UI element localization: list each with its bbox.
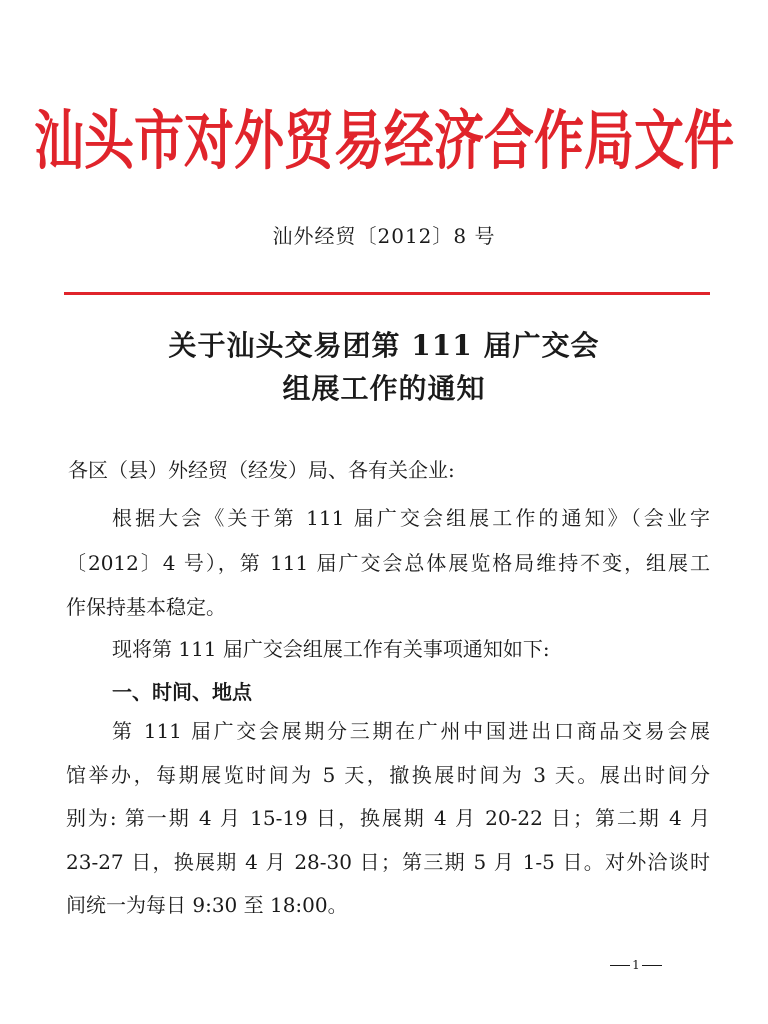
section-1-heading: 一、时间、地点 (112, 680, 252, 704)
paragraph-3-line-1: 第 111 届广交会展期分三期在广州中国进出口商品交易会展 (112, 719, 710, 743)
page-number: 1 (606, 958, 666, 972)
paragraph-3-line-3: 别为: 第一期 4 月 15-19 日，换展期 4 月 20-22 日；第二期 4 月 (66, 806, 710, 830)
salutation: 各区（县）外经贸（经发）局、各有关企业: (68, 458, 455, 482)
paragraph-1-line-2: 〔2012〕4 号），第 111 届广交会总体展览格局维持不变，组展工 (66, 551, 710, 575)
paragraph-1-line-1: 根据大会《关于第 111 届广交会组展工作的通知》（会业字 (112, 506, 710, 530)
paragraph-2: 现将第 111 届广交会组展工作有关事项通知如下: (112, 637, 550, 661)
document-title-line-2: 组展工作的通知 (282, 372, 486, 405)
red-divider-rule (64, 292, 710, 295)
paragraph-1-line-3: 作保持基本稳定。 (66, 595, 226, 619)
paragraph-3-line-5: 间统一为每日 9:30 至 18:00。 (66, 893, 348, 917)
issuing-authority-header: 汕头市对外贸易经济合作局文件 (34, 102, 734, 179)
paragraph-3-line-4: 23-27 日，换展期 4 月 28-30 日；第三期 5 月 1-5 日。对外洽谈时 (66, 850, 710, 874)
document-number: 汕外经贸〔2012〕8 号 (272, 224, 496, 248)
document-title-line-1: 关于汕头交易团第 111 届广交会 (168, 329, 600, 362)
paragraph-3-line-2: 馆举办，每期展览时间为 5 天，撤换展时间为 3 天。展出时间分 (66, 763, 710, 787)
